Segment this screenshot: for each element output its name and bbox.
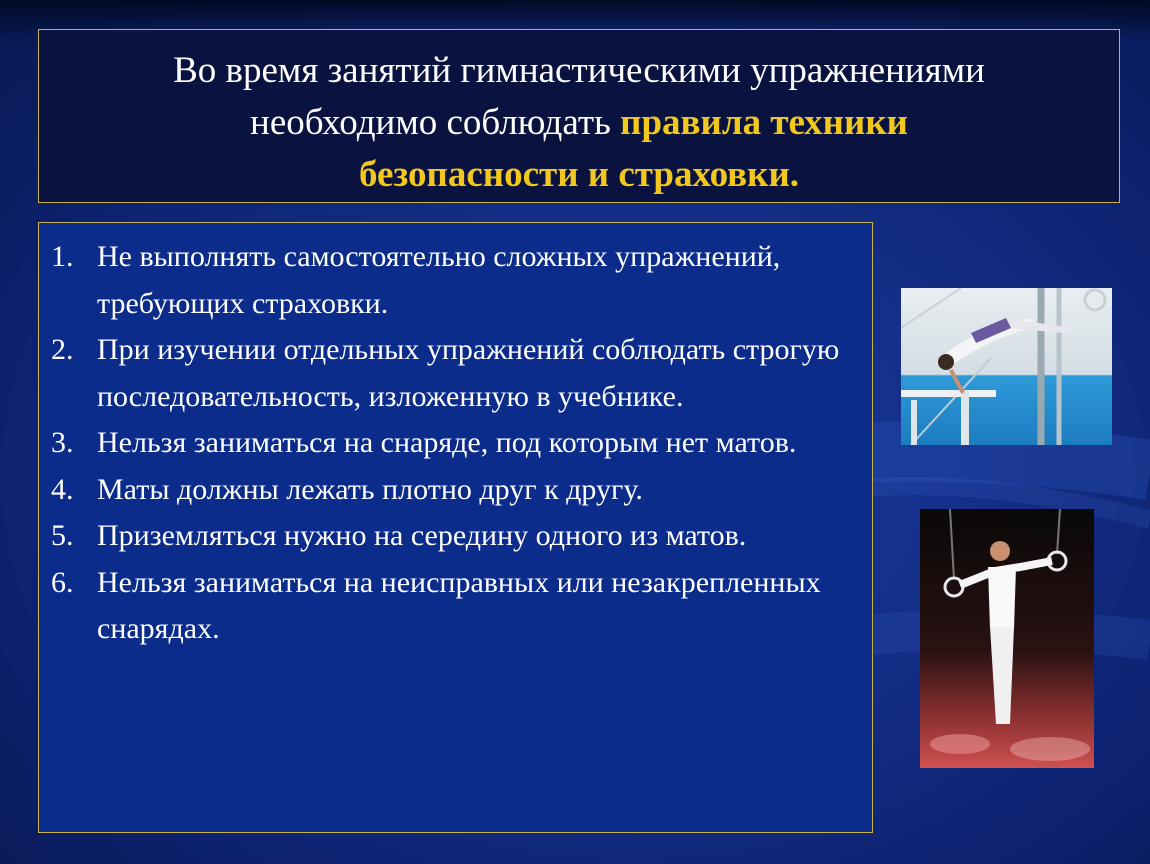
title-line-2-plain: необходимо соблюдать	[250, 102, 621, 143]
title-line-1: Во время занятий гимнастическими упражнениями	[173, 50, 985, 91]
rule-number: 5.	[51, 519, 74, 552]
title-highlight-2: безопасности и страховки.	[358, 154, 800, 195]
rule-text: Маты должны лежать плотно друг к другу.	[97, 472, 643, 506]
rule-text: Приземляться нужно на середину одного из матов.	[97, 519, 747, 552]
gymnast-rings-photo	[920, 509, 1094, 768]
rule-text: Нельзя заниматься на снаряде, под которым нет матов.	[97, 426, 797, 459]
rule-number: 1.	[51, 240, 74, 273]
rule-item-4	[51, 467, 860, 514]
rules-list	[38, 222, 873, 833]
rule-item-6	[51, 560, 860, 653]
rule-number: 3.	[51, 426, 74, 459]
rule-item-1	[51, 234, 860, 327]
rule-text: Нельзя заниматься на неисправных или незакрепленных снарядах.	[97, 565, 821, 645]
rule-number: 2.	[51, 333, 74, 366]
rule-text: Не выполнять самостоятельно сложных упражнений, требующих страховки.	[97, 240, 781, 320]
title-line-2	[39, 97, 1119, 149]
rule-number: 6.	[51, 565, 74, 599]
rule-item-2	[51, 327, 860, 420]
rule-text: При изучении отдельных упражнений соблюдать строгую последовательность, изложенную в учебнике.	[97, 333, 840, 413]
rule-item-5	[51, 513, 860, 560]
gymnast-bars-photo	[901, 288, 1112, 445]
title-box	[38, 29, 1120, 203]
rule-item-3	[51, 420, 860, 467]
rule-number: 4.	[51, 472, 74, 506]
title-highlight-1: правила техники	[620, 102, 908, 143]
